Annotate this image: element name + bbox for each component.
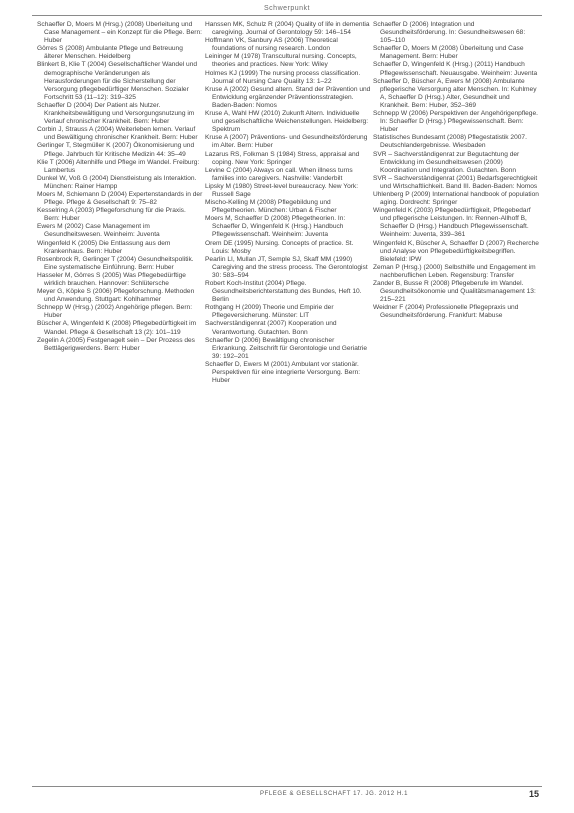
reference-entry: Schaeffer D, Ewers M (2001) Ambulant vor stationär. Perspektiven für eine integrierte Versorgung. Bern: Huber xyxy=(205,360,361,385)
reference-entry: Hasseler M, Görres S (2005) Was Pflegebedürftige wirklich brauchen. Hannover: Schlütersche xyxy=(37,271,186,287)
running-header: Schwerpunkt xyxy=(264,5,310,12)
reference-entry: Wingenfeld K (2005) Die Entlassung aus dem Krankenhaus. Bern: Huber xyxy=(37,239,171,255)
reference-entry: Schaeffer D (2006) Integration und Gesundheitsförderung. In: Gesundheitswesen 68: 105–110 xyxy=(373,21,526,45)
reference-entry: Orem DE (1995) Nursing. Concepts of practice. St. Louis: Mosby xyxy=(205,239,354,255)
reference-entry: Blinkert B, Klie T (2004) Gesellschaftlicher Wandel und demographische Veränderungen als Herausforderungen für die Sicherstellung der Versorgung pflegebedürftiger Menschen. Sozialer Fortschritt 53 (11–12): 319–325 xyxy=(37,61,198,101)
reference-entry: Kruse A, Wahl HW (2010) Zukunft Altern. Individuelle und gesellschaftliche Weichenstellungen. Heidelberg: Spektrum xyxy=(205,110,369,134)
reference-entry: Schnepp W (Hrsg.) (2002) Angehörige pflegen. Bern: Huber xyxy=(37,304,193,320)
reference-entry: Moers M, Schaeffer D (2008) Pflegetheorien. In: Schaeffer D, Wingenfeld K (Hrsg.) Handbuch Pflegewissenschaft. Weinheim: Juventa xyxy=(205,215,346,239)
reference-entry: Görres S (2008) Ambulante Pflege und Betreuung älterer Menschen. Heidelberg xyxy=(37,45,183,61)
reference-entry: Gerlinger T, Stegmüller K (2007) Ökonomisierung und Pflege. Jahrbuch für Kritische Medizin 44: 35–49 xyxy=(37,142,195,158)
reference-entry: Schaeffer D, Wingenfeld K (Hrsg.) (2011) Handbuch Pflegewissenschaft. Neuausgabe. Weinheim: Juventa xyxy=(373,61,538,77)
reference-entry: SVR – Sachverständigenrat zur Begutachtung der Entwicklung im Gesundheitswesen (2009) Koordination und Integration. Gutachten. Bonn xyxy=(373,150,520,174)
reference-entry: Lazarus RS, Folkman S (1984) Stress, appraisal and coping. New York: Springer xyxy=(205,150,360,166)
reference-entry: Zegelin A (2005) Festgenagelt sein – Der Prozess des Bettlägerigwerdens. Bern: Huber xyxy=(37,336,195,352)
reference-entry: Schaeffer D (2004) Der Patient als Nutzer. Krankheitsbewältigung und Versorgungsnutzung im Verlauf chronischer Krankheit. Bern: Huber xyxy=(37,101,195,126)
reference-entry: Pearlin LI, Mullan JT, Semple SJ, Skaff MM (1990) Caregiving and the stress process. The Gerontologist 30: 583–594 xyxy=(205,255,368,279)
reference-entry: Holmes KJ (1999) The nursing process classification. Journal of Nursing Care Quality 13: 1–22 xyxy=(205,69,361,85)
reference-entry: Ewers M (2002) Case Management im Gesundheitswesen. Weinheim: Juventa xyxy=(37,223,160,239)
reference-entry: Rothgang H (2009) Theorie und Empirie der Pflegeversicherung. Münster: LIT xyxy=(205,304,334,320)
reference-entry: Schaeffer D, Moers M (Hrsg.) (2008) Überleitung und Case Management – ein Konzept für die Pflege. Bern: Huber xyxy=(37,21,202,45)
reference-entry: Schnepp W (2006) Perspektiven der Angehörigenpflege. In: Schaeffer D (Hrsg.) Pflegewissenschaft. Bern: Huber xyxy=(373,110,538,134)
reference-entry: Kruse A (2007) Präventions- und Gesundheitsförderung im Alter. Bern: Huber xyxy=(205,134,368,150)
reference-entry: Schaeffer D, Moers M (2008) Überleitung und Case Management. Bern: Huber xyxy=(373,45,524,61)
reference-entry: Schaeffer D, Büscher A, Ewers M (2008) Ambulante pflegerische Versorgung alter Menschen. In: Kuhlmey A, Schaeffer D (Hrsg.) Alter, Gesundheit und Krankheit. Bern: Huber, 352–369 xyxy=(373,77,537,109)
footer-rule xyxy=(32,786,542,787)
reference-entry: Rosenbrock R, Gerlinger T (2004) Gesundheitspolitik. Eine systematische Einführung. Bern: Huber xyxy=(37,255,194,271)
header-rule xyxy=(32,15,542,16)
reference-entry: Schaeffer D (2006) Bewältigung chronischer Erkrankung. Zeitschrift für Gerontologie und Geriatrie 39: 192–201 xyxy=(205,336,368,360)
reference-entry: Klie T (2006) Altenhilfe und Pflege im Wandel. Freiburg: Lambertus xyxy=(37,158,200,174)
reference-entry: Kruse A (2002) Gesund altern. Stand der Prävention und Entwicklung ergänzender Präventionsstrategien. Baden-Baden: Nomos xyxy=(205,85,371,109)
reference-entry: Corbin J, Strauss A (2004) Weiterleben lernen. Verlauf und Bewältigung chronischer Krankheit. Bern: Huber xyxy=(37,126,198,142)
page-number: 15 xyxy=(529,789,540,799)
reference-entry: Lipsky M (1980) Street-level bureaucracy. New York: Russell Sage xyxy=(205,182,359,198)
reference-entry: Wingenfeld K (2003) Pflegebedürftigkeit, Pflegebedarf und pflegerische Leistungen. In: Rennen-Allhoff B, Schaeffer D (Hrsg.) Handbuch Pflegewissenschaft. Weinheim: Juventa, 339–361 xyxy=(373,207,531,239)
reference-entry: Dunkel W, Voß G (2004) Dienstleistung als Interaktion. München: Rainer Hampp xyxy=(37,174,197,190)
reference-entry: Hanssen MK, Schulz R (2004) Quality of life in dementia caregiving. Journal of Gerontology 59: 146–154 xyxy=(205,21,370,37)
reference-entry: Robert Koch-Institut (2004) Pflege. Gesundheitsberichterstattung des Bundes, Heft 10. Berlin xyxy=(205,280,362,304)
reference-entry: Uhlenberg P (2009) International handbook of population aging. Dordrecht: Springer xyxy=(373,190,539,207)
reference-entry: Weidner F (2004) Professionelle Pflegepraxis und Gesundheitsförderung. Frankfurt: Mabuse xyxy=(373,304,519,320)
reference-column-1 xyxy=(37,21,203,781)
reference-entry: Levine C (2004) Always on call. When illness turns families into caregivers. Nashville: Vanderbilt xyxy=(205,166,353,182)
journal-footer: PFLEGE & GESELLSCHAFT 17. JG. 2012 H.1 xyxy=(260,791,409,797)
reference-entry: Wingenfeld K, Büscher A, Schaeffer D (2007) Recherche und Analyse von Pflegebedürftigkeitsbegriffen. Bielefeld: IPW xyxy=(373,239,539,263)
reference-entry: Büscher A, Wingenfeld K (2008) Pflegebedürftigkeit im Wandel. Pflege & Gesellschaft 13 (2): 101–119 xyxy=(37,320,197,336)
reference-entry: Moers M, Schiemann D (2004) Expertenstandards in der Pflege. Pflege & Gesellschaft 9: 75–82 xyxy=(37,190,203,207)
reference-entry: Kesselring A (2003) Pflegeforschung für die Praxis. Bern: Huber xyxy=(37,207,186,223)
reference-entry: Hoffmann VK, Sanbury AS (2006) Theoretical foundations of nursing research. London xyxy=(205,37,338,53)
reference-entry: Zeman P (Hrsg.) (2000) Selbsthilfe und Engagement im nachberuflichen Leben. Regensburg: Transfer xyxy=(373,263,536,279)
reference-entry: Meyer G, Köpke S (2006) Pflegeforschung. Methoden und Anwendung. Stuttgart: Kohlhammer xyxy=(37,288,195,304)
reference-entry: SVR – Sachverständigenrat (2001) Bedarfsgerechtigkeit und Wirtschaftlichkeit. Band III. Baden-Baden: Nomos xyxy=(373,174,538,190)
reference-entry: Sachverständigenrat (2007) Kooperation und Verantwortung. Gutachten. Bonn xyxy=(205,320,337,336)
reference-column-3 xyxy=(373,21,539,781)
reference-entry: Statistisches Bundesamt (2008) Pflegestatistik 2007. Deutschlandergebnisse. Wiesbaden xyxy=(373,134,527,150)
reference-entry: Zander B, Busse R (2008) Pflegeberufe im Wandel. Gesundheitsökonomie und Qualitätsmanagement 13: 215–221 xyxy=(373,280,536,304)
reference-column-2 xyxy=(205,21,371,781)
reference-entry: Mischo-Kelling M (2008) Pflegebildung und Pflegetheorien. München: Urban & Fischer xyxy=(205,199,337,215)
reference-entry: Leininger M (1978) Transcultural nursing. Concepts, theories and practices. New York: Wiley xyxy=(205,53,357,69)
